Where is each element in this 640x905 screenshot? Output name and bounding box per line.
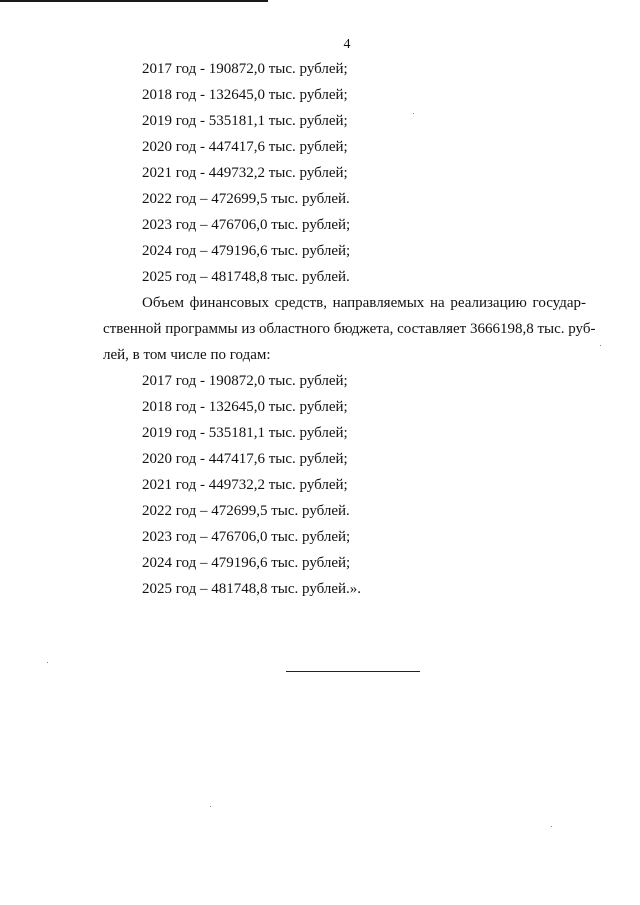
list-item: 2024 год – 479196,6 тыс. рублей; (142, 555, 351, 571)
scan-edge-line (0, 0, 268, 2)
closing-divider (286, 671, 420, 672)
list-item: 2024 год – 479196,6 тыс. рублей; (142, 243, 351, 259)
list-item: 2017 год - 190872,0 тыс. рублей; (142, 373, 348, 389)
list-item: 2023 год – 476706,0 тыс. рублей; (142, 529, 351, 545)
list-item: 2018 год - 132645,0 тыс. рублей; (142, 399, 348, 415)
page-number: 4 (343, 37, 351, 52)
list-item: 2018 год - 132645,0 тыс. рублей; (142, 87, 348, 103)
scan-speck (551, 826, 552, 827)
list-item: 2022 год – 472699,5 тыс. рублей. (142, 503, 350, 519)
list-item: 2022 год – 472699,5 тыс. рублей. (142, 191, 350, 207)
list-item: 2019 год - 535181,1 тыс. рублей; (142, 425, 348, 441)
list-item: 2019 год - 535181,1 тыс. рублей; (142, 113, 348, 129)
list-item: 2020 год - 447417,6 тыс. рублей; (142, 139, 348, 155)
scan-speck (47, 662, 48, 663)
list-item: 2017 год - 190872,0 тыс. рублей; (142, 61, 348, 77)
scan-speck (210, 806, 211, 807)
list-item: 2021 год - 449732,2 тыс. рублей; (142, 477, 348, 493)
list-item: 2021 год - 449732,2 тыс. рублей; (142, 165, 348, 181)
paragraph-line-3: лей, в том числе по годам: (103, 347, 271, 363)
list-item: 2025 год – 481748,8 тыс. рублей.». (142, 581, 362, 597)
list-item: 2025 год – 481748,8 тыс. рублей. (142, 269, 350, 285)
scan-speck (413, 113, 414, 114)
paragraph-line-1: Объем финансовых средств, направляемых на реализацию государ- (142, 295, 586, 311)
list-item: 2020 год - 447417,6 тыс. рублей; (142, 451, 348, 467)
paragraph-line-2: ственной программы из областного бюджета, составляет 3666198,8 тыс. руб- (103, 321, 596, 337)
list-item: 2023 год – 476706,0 тыс. рублей; (142, 217, 351, 233)
scan-speck (600, 345, 601, 346)
